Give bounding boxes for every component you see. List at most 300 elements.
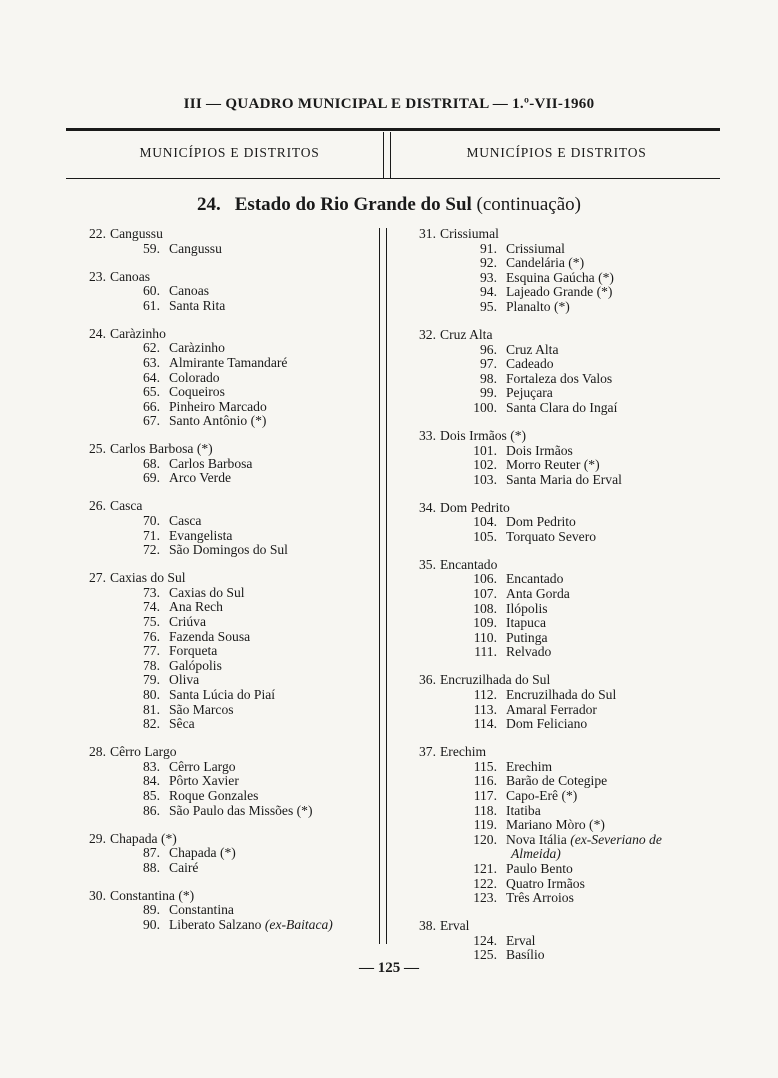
district-number: 121. [473,860,497,876]
district-name-text: Pôrto Xavier [169,773,239,789]
municipality-number: 29. [89,830,106,846]
district-row [66,242,372,257]
district-number: 124. [473,932,497,948]
district-name-text: Santa Lúcia do Piaí [169,686,276,702]
municipality-entry [66,327,372,429]
district-name-text: Três Arroios [506,890,574,906]
municipality-number: 23. [89,268,106,284]
district-name-text: Putinga [506,629,548,645]
district-row [396,645,706,660]
district-name-text: Liberato Salzano [169,916,262,932]
municipality-entry [396,745,706,906]
municipality-name: Constantina (*) [110,887,195,903]
district-name [506,862,573,877]
district-number: 81. [143,701,160,717]
district-number: 75. [143,614,160,630]
running-head: III — QUADRO MUNICIPAL E DISTRITAL — 1.º-VII-1960 [183,96,595,112]
district-number: 92. [480,255,497,271]
district-number: 66. [143,398,160,414]
district-row [396,631,706,646]
municipality-row [66,832,372,847]
district-name-text: Santa Maria do Erval [506,471,622,487]
municipality-name: Crissiumal [440,226,499,241]
district-row [396,300,706,315]
district-row [66,299,372,314]
district-name-text: Ilópolis [506,600,548,616]
district-number: 65. [143,384,160,400]
district-name-text: Amaral Ferrador [506,701,597,717]
district-number: 98. [480,370,497,386]
district-name [506,401,617,416]
municipality-name: Caxias do Sul [110,570,186,586]
district-name-text: Crissiumal [506,240,565,256]
district-name [169,644,217,659]
district-name-text: Casca [169,513,202,529]
section-name: Estado do Rio Grande do Sul [234,194,472,215]
district-row [66,644,372,659]
district-number: 59. [143,240,160,256]
district-row [66,514,372,529]
district-row [66,673,372,688]
district-name [169,514,201,529]
municipality-number: 34. [419,499,436,515]
district-number: 97. [480,356,497,372]
district-number: 83. [143,758,160,774]
district-number: 64. [143,369,160,385]
district-name [169,659,222,674]
district-name [169,242,222,257]
district-name [169,371,220,386]
municipality-number: 24. [89,325,106,341]
district-number: 70. [143,513,160,529]
district-number: 86. [143,802,160,818]
district-name [506,818,605,833]
header-column-divider [383,132,391,178]
municipality-name: Casca [110,498,143,514]
district-number: 68. [143,455,160,471]
district-name [506,372,612,387]
district-row [396,256,706,271]
municipality-row [66,745,372,760]
district-name-text: São Paulo das Missões (*) [169,802,313,818]
district-name-text: Encantado [506,571,564,587]
district-name-text: Dom Feliciano [506,716,588,732]
district-name [506,717,587,732]
district-name [506,343,558,358]
district-number: 115. [473,758,497,774]
district-row [396,804,706,819]
district-name-text: Sêca [169,716,195,732]
district-name-text: Relvado [506,644,552,660]
district-number: 109. [473,615,497,631]
municipality-name: Erval [440,918,470,934]
district-name-text: Nova Itália [506,831,567,847]
district-number: 60. [143,283,160,299]
district-name [506,357,554,372]
municipality-number: 26. [89,498,106,514]
district-number: 71. [143,527,160,543]
district-number: 114. [473,716,497,732]
district-name-text: Cadeado [506,356,554,372]
district-number: 77. [143,643,160,659]
district-row [396,616,706,631]
district-name [506,833,662,848]
district-number: 79. [143,672,160,688]
district-name-text: Constantina [169,902,234,918]
district-row [396,891,706,906]
district-name [506,444,573,459]
district-number: 107. [473,586,497,602]
district-row [66,543,372,558]
district-name-text: Evangelista [169,527,233,543]
district-name [169,356,287,371]
district-name [506,256,584,271]
district-row [66,385,372,400]
district-name [169,789,258,804]
municipality-name: Dom Pedrito [440,499,510,515]
district-row [396,458,706,473]
district-name [506,688,616,703]
district-row [396,688,706,703]
district-row [396,877,706,892]
district-name [506,602,548,617]
district-number: 108. [473,600,497,616]
district-number: 95. [480,298,497,314]
district-number: 118. [473,802,497,818]
municipality-name: Cruz Alta [440,326,493,342]
municipality-row [396,501,706,516]
district-number: 123. [473,890,497,906]
district-name-text: Fazenda Sousa [169,628,251,644]
district-name-text: Encruzilhada do Sul [506,686,617,702]
district-number: 84. [143,773,160,789]
district-name [506,774,607,789]
district-number: 125. [473,947,497,963]
district-row [66,371,372,386]
municipality-entry [66,571,372,732]
district-number: 104. [473,514,497,530]
district-row [66,903,372,918]
district-number: 112. [473,686,497,702]
district-name-text: Santa Rita [169,297,226,313]
municipality-row [396,919,706,934]
municipality-row [396,558,706,573]
district-name [169,615,206,630]
district-number: 120. [473,831,497,847]
district-name-text: Basílio [506,947,545,963]
district-name-text: Quatro Irmãos [506,875,585,891]
district-name [506,645,551,660]
district-name [506,242,565,257]
municipality-number: 31. [419,226,436,241]
municipality-number: 32. [419,326,436,342]
district-name [506,760,552,775]
district-number: 87. [143,845,160,861]
district-row [66,630,372,645]
district-row [396,343,706,358]
district-number: 106. [473,571,497,587]
municipality-entry [396,673,706,731]
district-row [66,789,372,804]
district-name [506,530,596,545]
municipality-number: 25. [89,441,106,457]
district-name [506,271,614,286]
municipality-row [396,673,706,688]
district-name-text: Cruz Alta [506,341,559,357]
municipality-entry [396,227,706,315]
municipality-number: 30. [89,887,106,903]
district-name-text: Criúva [169,614,206,630]
district-name-text: Galópolis [169,657,222,673]
district-name-text: Santo Antônio (*) [169,413,267,429]
municipality-entry [66,745,372,818]
district-row [396,271,706,286]
municipality-row [66,327,372,342]
district-row [66,529,372,544]
left-column [66,227,372,946]
district-name [169,804,313,819]
district-former-name-continued: Almeida) [511,846,561,862]
district-row [66,760,372,775]
district-row [396,444,706,459]
district-number: 102. [473,457,497,473]
district-name-text: Lajeado Grande (*) [506,284,613,300]
district-name [169,918,333,933]
district-row [66,457,372,472]
district-name [169,471,231,486]
district-row [66,688,372,703]
district-row [66,703,372,718]
district-number: 62. [143,340,160,356]
district-row [396,587,706,602]
district-name-text: Caràzinho [169,340,225,356]
district-name [169,861,198,876]
district-number: 89. [143,902,160,918]
district-name [506,572,563,587]
section-number: 24. [197,194,221,215]
municipality-name: Cêrro Largo [110,744,177,760]
municipality-entry [66,270,372,314]
district-name [169,299,225,314]
district-name [169,457,252,472]
district-row [396,934,706,949]
district-number: 103. [473,471,497,487]
district-name-text: Santa Clara do Ingaí [506,399,618,415]
district-row [66,615,372,630]
district-name-text: Cêrro Largo [169,758,236,774]
municipality-row [396,227,706,242]
district-name [169,903,234,918]
district-name-text: Paulo Bento [506,860,573,876]
municipality-number: 36. [419,672,436,688]
district-name-text: Morro Reuter (*) [506,457,600,473]
municipality-number: 33. [419,427,436,443]
district-row [66,600,372,615]
district-number: 90. [143,916,160,932]
district-row [396,285,706,300]
district-name [506,789,577,804]
municipality-number: 28. [89,744,106,760]
district-name-text: Fortaleza dos Valos [506,370,613,386]
district-number: 91. [480,240,497,256]
district-name-text: Caxias do Sul [169,584,245,600]
district-name-text: Arco Verde [169,470,232,486]
district-number: 63. [143,354,160,370]
district-name-text: Cangussu [169,240,222,256]
district-number: 101. [473,442,497,458]
district-name-text: São Domingos do Sul [169,542,288,558]
district-former-name: (ex-Severiano de [570,831,662,847]
district-number: 117. [473,787,497,803]
district-name [506,616,546,631]
district-number: 72. [143,542,160,558]
body-column-divider [379,228,387,944]
district-row [396,530,706,545]
district-row [66,586,372,601]
district-name [169,760,236,775]
district-name [169,385,225,400]
section-title [0,194,778,216]
district-row [396,833,706,848]
district-name-text: Forqueta [169,643,218,659]
district-former-name: (ex-Baitaca) [264,916,333,932]
district-row [66,356,372,371]
municipality-number: 22. [89,226,106,241]
district-row [66,284,372,299]
municipality-entry [396,919,706,963]
district-row [66,471,372,486]
district-row [396,717,706,732]
district-row [396,515,706,530]
district-row [396,774,706,789]
municipality-entry [396,429,706,487]
municipality-row [396,328,706,343]
district-name [506,934,535,949]
municipality-number: 27. [89,570,106,586]
district-name [506,458,600,473]
district-number: 73. [143,584,160,600]
municipality-row [66,270,372,285]
district-name-text: Pinheiro Marcado [169,398,267,414]
district-name-text: Ana Rech [169,599,223,615]
municipality-row [66,442,372,457]
district-number: 93. [480,269,497,285]
district-number: 113. [473,701,497,717]
district-row [396,357,706,372]
municipality-number: 37. [419,744,436,760]
district-row [396,760,706,775]
district-name-text: Candelária (*) [506,255,585,271]
district-number: 94. [480,284,497,300]
district-name-text: Coqueiros [169,384,225,400]
district-row [396,372,706,387]
district-row [396,473,706,488]
district-number: 78. [143,657,160,673]
district-name [169,846,236,861]
district-number: 119. [473,817,497,833]
district-name [169,341,225,356]
district-name-text: Dom Pedrito [506,514,576,530]
district-name-text: Esquina Gaúcha (*) [506,269,614,285]
municipality-number: 35. [419,556,436,572]
municipality-name: Erechim [440,744,487,760]
page-number: — 125 — [359,960,419,976]
district-name [506,300,570,315]
district-row [66,400,372,415]
district-name-text: Anta Gorda [506,586,570,602]
district-row [396,242,706,257]
district-row [66,861,372,876]
municipality-name: Cangussu [110,226,163,241]
district-name-text: Itapuca [506,615,546,631]
district-number: 110. [473,629,497,645]
municipality-row [66,571,372,586]
district-name [506,703,597,718]
municipality-entry [396,501,706,545]
district-row [66,774,372,789]
district-number: 105. [473,528,497,544]
municipality-name: Chapada (*) [110,830,177,846]
municipality-name: Encruzilhada do Sul [440,672,551,688]
district-name [169,630,250,645]
district-number: 111. [474,644,497,660]
district-name [169,284,209,299]
district-name [506,515,576,530]
district-name [506,804,541,819]
column-header-right: MUNICÍPIOS E DISTRITOS [466,145,647,160]
district-name [169,529,232,544]
district-name-text: Oliva [169,672,200,688]
district-name [169,717,195,732]
municipality-number: 38. [419,918,436,934]
district-row [396,862,706,877]
district-name [169,400,267,415]
district-name-text: Roque Gonzales [169,787,259,803]
district-name-text: Torquato Severo [506,528,597,544]
district-name-text: Almirante Tamandaré [169,354,288,370]
district-row [66,341,372,356]
municipality-entry [396,328,706,416]
district-name-text: Pejuçara [506,385,553,401]
section-continuation: (continuação) [476,194,581,215]
district-row [66,717,372,732]
district-name [506,386,553,401]
district-name-text: Dois Irmãos [506,442,573,458]
district-name-text: Barão de Cotegipe [506,773,608,789]
district-name [169,673,199,688]
municipality-entry [66,442,372,486]
district-name-text: Mariano Mòro (*) [506,817,605,833]
district-number: 74. [143,599,160,615]
municipality-entry [66,227,372,256]
district-name [506,473,622,488]
district-name [506,631,548,646]
municipality-entry [396,558,706,660]
municipality-row [66,889,372,904]
district-number: 76. [143,628,160,644]
district-name-text: Capo-Erê (*) [506,787,578,803]
district-name-text: Planalto (*) [506,298,570,314]
municipality-name: Encantado [440,556,498,572]
district-row [66,846,372,861]
district-number: 80. [143,686,160,702]
district-name [169,414,266,429]
district-row [396,789,706,804]
municipality-name: Dois Irmãos (*) [440,427,527,443]
district-name-text: Cairé [169,859,199,875]
district-row [66,414,372,429]
district-name [506,891,574,906]
